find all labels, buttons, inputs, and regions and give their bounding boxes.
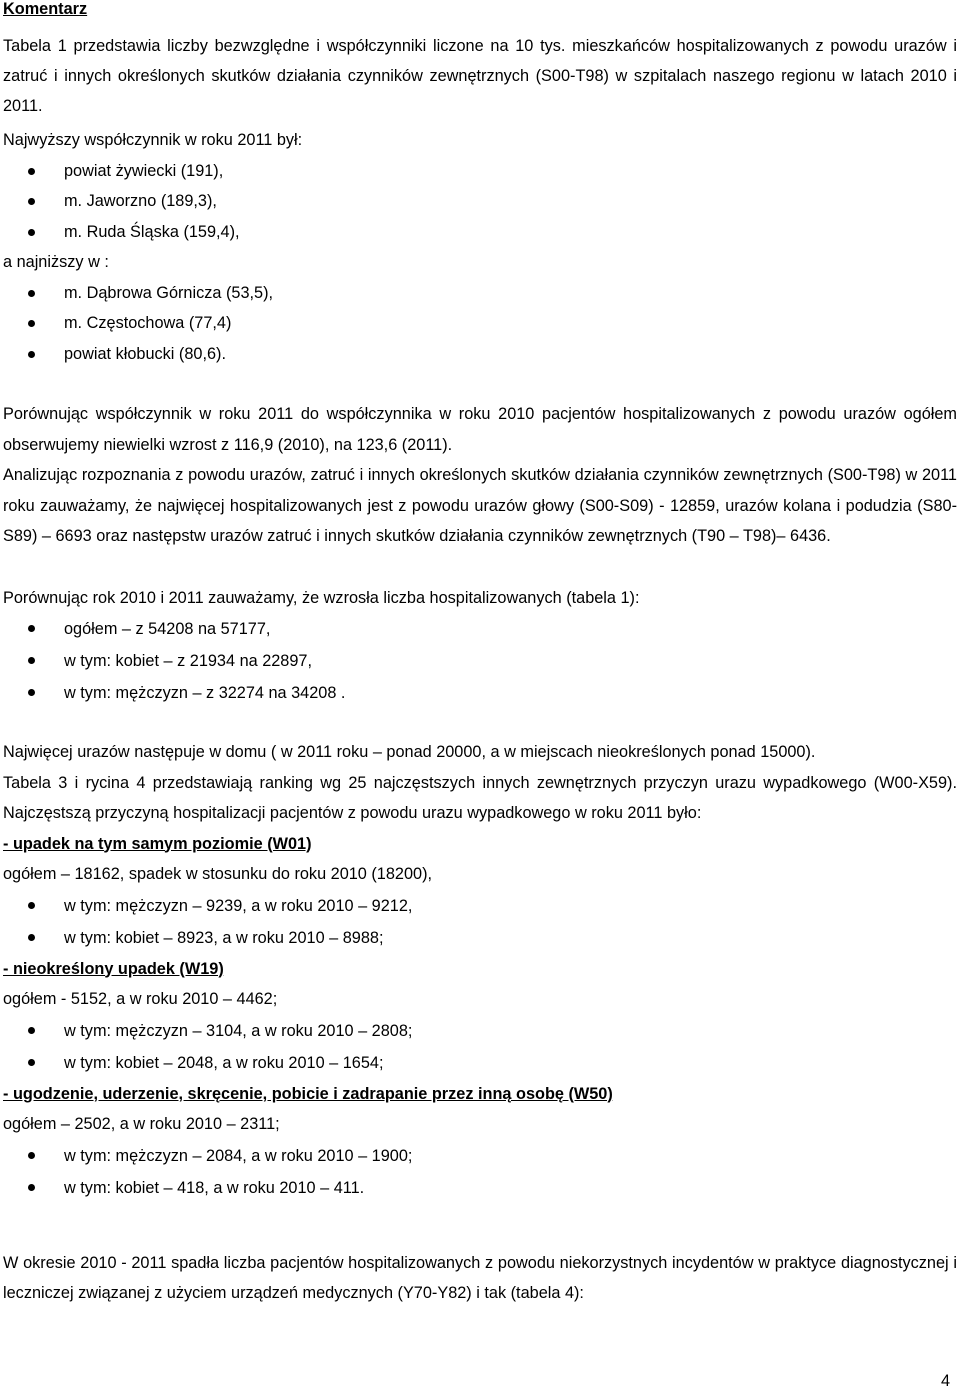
list-item: w tym: kobiet – z 21934 na 22897, xyxy=(3,645,957,677)
list-item: ogółem – z 54208 na 57177, xyxy=(3,613,957,645)
list-item: w tym: kobiet – 8923, a w roku 2010 – 8988; xyxy=(3,922,957,954)
ranking-paragraph: Tabela 3 i rycina 4 przedstawiają ranking wg 25 najczęstszych innych zewnętrznych przyczyn urazu wypadkowego (W00-X59). Najczęstszą przyczyną hospitalizacji pacjentów z powodu urazu wypadkowego w roku 2011 było: xyxy=(3,773,957,822)
list-item: m. Dąbrowa Górnicza (53,5), xyxy=(3,278,957,309)
lowest-intro: a najniższy w : xyxy=(3,253,109,271)
w50-title: - ugodzenie, uderzenie, skręcenie, pobicie i zadrapanie przez inną osobę (W50) xyxy=(3,1084,613,1103)
w01-list xyxy=(3,890,957,954)
last-paragraph: W okresie 2010 - 2011 spadła liczba pacjentów hospitalizowanych z powodu niekorzystnych incydentów w praktyce diagnostycznej i leczniczej związanej z użyciem urządzeń medycznych (Y70-Y82) i tak (tabela 4): xyxy=(3,1253,957,1302)
list-item: powiat kłobucki (80,6). xyxy=(3,339,957,370)
list-item: w tym: kobiet – 418, a w roku 2010 – 411. xyxy=(3,1172,957,1204)
w19-list xyxy=(3,1015,957,1079)
list-item: powiat żywiecki (191), xyxy=(3,156,957,187)
w50-total: ogółem – 2502, a w roku 2010 – 2311; xyxy=(3,1115,280,1133)
page-number: 4 xyxy=(940,1372,950,1390)
highest-list xyxy=(3,156,957,248)
w01-title: - upadek na tym samym poziomie (W01) xyxy=(3,834,312,853)
w19-title: - nieokreślony upadek (W19) xyxy=(3,959,224,978)
list-item: m. Ruda Śląska (159,4), xyxy=(3,217,957,248)
lowest-list xyxy=(3,278,957,370)
w01-total: ogółem – 18162, spadek w stosunku do roku 2010 (18200), xyxy=(3,865,433,883)
section-heading: Komentarz xyxy=(3,0,88,18)
list-item: w tym: mężczyzn – 9239, a w roku 2010 – 9212, xyxy=(3,890,957,922)
w50-list xyxy=(3,1140,957,1204)
list-item: w tym: mężczyzn – 3104, a w roku 2010 – 2808; xyxy=(3,1015,957,1047)
analysis-paragraph: Analizując rozpoznania z powodu urazów, zatruć i innych określonych skutków działania czynników zewnętrznych (S00-T98) w 2011 roku zauważamy, że najwięcej hospitalizowanych jest z powodu urazów głowy (S00-S09) - 12859, urazów kolana i podudzia (S80-S89) – 6693 oraz następstw urazów zatruć i innych skutków działania czynników zewnętrznych (T90 – T98)– 6436. xyxy=(3,466,957,545)
list-item: m. Jaworzno (189,3), xyxy=(3,186,957,217)
document-page xyxy=(3,0,957,1309)
highest-intro: Najwyższy współczynnik w roku 2011 był: xyxy=(3,131,303,149)
home-paragraph: Najwięcej urazów następuje w domu ( w 2011 roku – ponad 20000, a w miejscach nieokreślonych ponad 15000). xyxy=(3,743,816,761)
list-item: m. Częstochowa (77,4) xyxy=(3,308,957,339)
w19-total: ogółem - 5152, a w roku 2010 – 4462; xyxy=(3,990,278,1008)
list-item: w tym: kobiet – 2048, a w roku 2010 – 1654; xyxy=(3,1047,957,1079)
compare-paragraph: Porównując współczynnik w roku 2011 do współczynnika w roku 2010 pacjentów hospitalizowanych z powodu urazów ogółem obserwujemy niewielki wzrost z 116,9 (2010), na 123,6 (2011). xyxy=(3,405,957,454)
list-item: w tym: mężczyzn – 2084, a w roku 2010 – 1900; xyxy=(3,1140,957,1172)
years-list xyxy=(3,613,957,709)
years-intro: Porównując rok 2010 i 2011 zauważamy, że wzrosła liczba hospitalizowanych (tabela 1): xyxy=(3,588,640,607)
list-item: w tym: mężczyzn – z 32274 na 34208 . xyxy=(3,677,957,709)
intro-paragraph: Tabela 1 przedstawia liczby bezwzględne i współczynniki liczone na 10 tys. mieszkańców hospitalizowanych z powodu urazów i zatruć i innych określonych skutków działania czynników zewnętrznych (S00-T98) w szpitalach naszego regionu w latach 2010 i 2011. xyxy=(3,37,957,115)
